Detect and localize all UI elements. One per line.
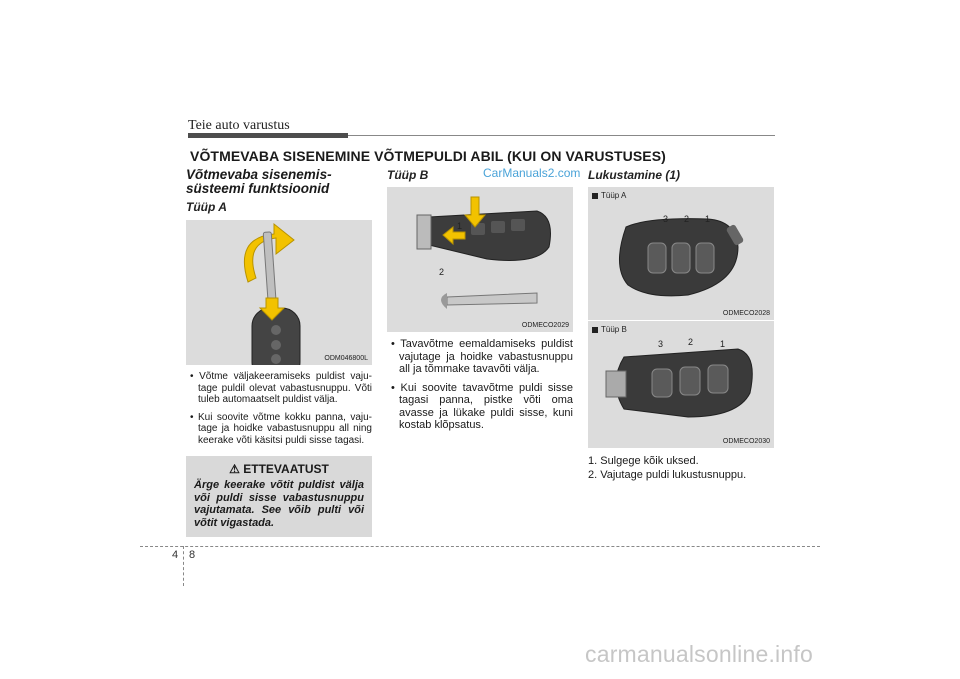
key-fob-lock-a-illustration — [588, 187, 774, 320]
figure-number: 3 — [658, 339, 664, 349]
col2-subheading: Tüüp B — [387, 168, 429, 182]
bullet-item: • Kui soovite võtme kokku panna, vaju-tage ja hoidke vabastusnuppu all ning keerake võti käsitsi puldi sisse tagasi. — [190, 411, 372, 446]
page-number: 8 — [189, 549, 196, 561]
figure-key-type-b — [387, 187, 573, 332]
figure-caption: ODM046800L — [324, 355, 368, 362]
bullet-item: • Võtme väljakeeramiseks puldist vaju-tage puldil olevat vabastusnuppu. Võti tuleb automaatselt puldist välja. — [190, 371, 373, 405]
warning-box — [186, 456, 372, 537]
col1-subheading: Tüüp A — [186, 200, 227, 214]
figure-caption: ODMECO2029 — [521, 322, 569, 329]
column-1 — [186, 168, 372, 537]
bullet-text: Võtme väljakeeramiseks puldist vaju-tage puldil olevat vabastusnuppu. Võti tuleb automaatselt puldist välja. — [198, 371, 373, 405]
watermark-bottom: carmanualsonline.info — [585, 641, 813, 667]
col1-heading-line2: süsteemi funktsioonid — [186, 181, 330, 196]
bullet-text: Kui soovite võtme kokku panna, vaju-tage ja hoidke vabastusnuppu all ning keerake võti käsitsi puldi sisse tagasi. — [197, 411, 372, 446]
warning-title-text: ETTEVAATUST — [243, 462, 329, 476]
figure-label — [592, 325, 627, 334]
page-chapter: 4 — [172, 549, 179, 561]
figure-caption: ODMECO2030 — [722, 438, 770, 445]
figure-number: 2 — [684, 214, 690, 224]
warning-text: Ärge keerake võtit puldist välja või puldi sisse vabastusnuppu vajutamata. See võib pulti või võtit vigastada. — [194, 479, 364, 529]
figure-lock-type-a — [588, 187, 774, 320]
warning-title — [194, 462, 364, 476]
col1-heading-line1: Võtmevaba sisenemis- — [186, 167, 332, 182]
figure-number: 2 — [439, 267, 445, 277]
bullet-text: Tavavõtme eemaldamiseks puldist vajutage ja hoidke vabastusnuppu all ja tõmmake tavavõti välja. — [399, 338, 573, 375]
step-item: 2. Vajutage puldi lukustusnuppu. — [588, 469, 747, 481]
col3-subheading: Lukustamine (1) — [588, 168, 681, 182]
footer-rule — [140, 546, 820, 547]
figure-number: 1 — [705, 214, 711, 224]
key-fob-a-illustration — [186, 220, 372, 365]
watermark-top: CarManuals2.com — [483, 166, 581, 180]
header-bar — [188, 133, 348, 138]
key-fob-lock-b-illustration — [588, 321, 774, 448]
column-2 — [387, 168, 573, 432]
warning-triangle-icon: ⚠ — [229, 462, 240, 476]
key-fob-b-illustration — [387, 187, 573, 332]
section-title: VÕTMEVABA SISENEMINE VÕTMEPULDI ABIL (KUI ON VARUSTUSES) — [190, 148, 666, 164]
figure-caption: ODMECO2028 — [722, 310, 770, 317]
figure-key-type-a — [186, 220, 372, 365]
figure-label-text: Tüüp A — [601, 191, 627, 200]
figure-number: 1 — [720, 339, 726, 349]
figure-number: 3 — [663, 214, 669, 224]
bullet-item: • Kui soovite tavavõtme puldi sisse tagasi panna, pistke võti oma avasse ja lükake puldi sisse, kuni kostab klõpsatus. — [391, 381, 573, 431]
step-item: 1. Sulgege kõik uksed. — [588, 455, 699, 467]
bullet-item: • Tavavõtme eemaldamiseks puldist vajutage ja hoidke vabastusnuppu all ja tõmmake tavavõti välja. — [391, 338, 573, 375]
figure-number: 1 — [457, 221, 463, 231]
figure-label-text: Tüüp B — [601, 325, 627, 334]
figure-number: 2 — [688, 337, 694, 347]
header-title: Teie auto varustus — [188, 118, 290, 133]
header-rule — [348, 135, 775, 136]
figure-label — [592, 191, 626, 200]
column-3 — [588, 168, 774, 482]
bullet-text: Kui soovite tavavõtme puldi sisse tagasi panna, pistke võti oma avasse ja lükake puldi sisse, kuni kostab klõpsatus. — [399, 381, 573, 431]
figure-lock-type-b — [588, 321, 774, 448]
footer-divider — [183, 546, 184, 586]
